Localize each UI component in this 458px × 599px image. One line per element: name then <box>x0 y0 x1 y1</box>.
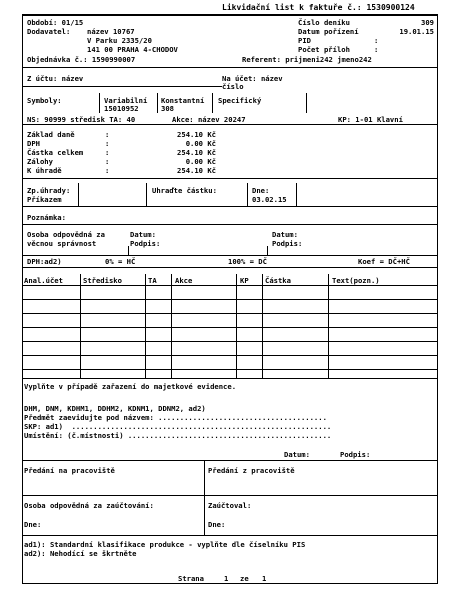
divider <box>22 178 438 179</box>
footnote-ad2: ad2): Nehodící se škrtněte <box>24 549 137 558</box>
divider <box>146 183 147 206</box>
na-ucet-cislo: číslo <box>222 82 244 91</box>
divider <box>22 369 438 370</box>
osoba-label: Osoba odpovědná za <box>27 230 105 239</box>
pocet-priloh-label: Počet příloh <box>298 45 350 54</box>
divider <box>22 327 438 328</box>
zp-uhrady: Příkazem <box>27 195 62 204</box>
divider <box>22 313 438 314</box>
divider <box>171 274 172 378</box>
amount-value: 254.10 Kč <box>177 166 216 175</box>
amount-value: 254.10 Kč <box>177 130 216 139</box>
uhradte-castku: Uhraďte částku: <box>152 186 217 195</box>
datum-label: Datum: <box>130 230 156 239</box>
address-line2: 141 00 PRAHA 4-CHODOV <box>87 45 178 54</box>
col-header: TA <box>148 276 157 285</box>
col-header: Částka <box>265 276 291 285</box>
podpis-label: Podpis: <box>130 239 161 248</box>
predmet: Předmět zaevidujte pod názvem: ....................................... <box>24 413 327 422</box>
divider <box>212 93 213 113</box>
na-ucet: Na účet: název <box>222 74 283 83</box>
divider <box>22 460 438 461</box>
divider <box>22 267 438 268</box>
obdobi: Období: 01/15 <box>27 18 84 27</box>
amount-label: Zálohy <box>27 157 53 166</box>
divider <box>22 355 438 356</box>
datum-porizeni-label: Datum pořízení <box>298 27 359 36</box>
amount-value: 0.00 Kč <box>185 139 216 148</box>
amount-colon: : <box>105 157 110 166</box>
divider <box>145 274 146 378</box>
divider <box>22 255 438 256</box>
objednavka: Objednávka č.: 1590990007 <box>27 55 136 64</box>
footer-total: 1 <box>262 574 267 583</box>
dph-label: DPH:ad2) <box>27 257 62 266</box>
divider <box>236 274 237 378</box>
podpis-label: Podpis: <box>340 450 371 459</box>
footer-page: 1 <box>224 574 229 583</box>
z-uctu: Z účtu: název <box>27 74 84 83</box>
dph-koef: Koef = DČ+HČ <box>358 257 410 266</box>
dph-100: 100% = DČ <box>228 257 267 266</box>
konstantni: 308 <box>161 104 174 113</box>
divider <box>22 285 438 286</box>
amount-colon: : <box>105 139 110 148</box>
divider <box>262 274 263 378</box>
osoba-label: věcnou správnost <box>27 239 97 248</box>
divider <box>157 93 158 113</box>
divider <box>306 93 307 113</box>
dne-value: 03.02.15 <box>252 195 287 204</box>
divider <box>22 299 438 300</box>
dodavatel: název 10767 <box>87 27 135 36</box>
divider <box>22 535 438 536</box>
footnote-ad1: ad1): Standardní klasifikace produkce - vyplňte dle číselníku PIS <box>24 540 306 549</box>
asset-types: DHM, DNM, KDHM1, DDHM2, KDNM1, DDNM2, ad2) <box>24 404 206 413</box>
cislo-deniku-label: Číslo deníku <box>298 18 350 27</box>
amount-colon: : <box>105 148 110 157</box>
predani-z: Předání z pracoviště <box>208 466 295 475</box>
divider <box>80 274 81 378</box>
variabilni-label: Variabilní <box>104 96 148 105</box>
divider <box>22 124 438 125</box>
amount-colon: : <box>105 130 110 139</box>
pid-label: PID <box>298 36 311 45</box>
cislo-deniku: 309 <box>421 18 434 27</box>
frame-top <box>22 14 438 16</box>
dne-label: Dne: <box>252 186 270 195</box>
dne-label: Dne: <box>208 520 226 529</box>
divider <box>204 460 205 535</box>
predani-na: Předání na pracoviště <box>24 466 115 475</box>
datum-label: Datum: <box>284 450 310 459</box>
konstantni-label: Konstantní <box>161 96 205 105</box>
divider <box>328 274 329 378</box>
divider <box>22 224 438 225</box>
col-header: Středisko <box>83 276 122 285</box>
frame-bottom <box>22 583 438 584</box>
zauctoval: Zaúčtoval: <box>208 501 252 510</box>
ns-line: NS: 90999 středisk TA: 40 <box>27 115 136 124</box>
pocet-priloh-colon: : <box>374 45 379 54</box>
amount-label: Částka celkem <box>27 148 84 157</box>
datum-porizeni: 19.01.15 <box>399 27 434 36</box>
divider <box>22 495 438 496</box>
zp-uhrady-label: Zp.úhrady: <box>27 186 71 195</box>
divider <box>22 378 438 379</box>
divider <box>22 67 438 68</box>
amount-colon: : <box>105 166 110 175</box>
divider <box>22 341 438 342</box>
akce: Akce: název 20247 <box>172 115 246 124</box>
dne-label: Dne: <box>24 520 42 529</box>
divider <box>247 183 248 206</box>
page-title: Likvidační list k faktuře č.: 1530900124 <box>222 3 415 12</box>
col-header: KP <box>240 276 249 285</box>
col-header: Anal.účet <box>24 276 63 285</box>
dph-0: 0% = HČ <box>105 257 136 266</box>
podpis-label: Podpis: <box>272 239 303 248</box>
skp: SKP: ad1) ............................................................ <box>24 422 332 431</box>
referent: Referent: prijmeni242 jmeno242 <box>242 55 372 64</box>
specificky-label: Specifický <box>218 96 262 105</box>
amount-label: K úhradě <box>27 166 62 175</box>
pid-colon: : <box>374 36 379 45</box>
umisteni: Umístění: (č.místnosti) ............................................... <box>24 431 332 440</box>
symboly-label: Symboly: <box>27 96 62 105</box>
divider <box>99 93 100 113</box>
variabilni: 15010952 <box>104 104 139 113</box>
amount-value: 254.10 Kč <box>177 148 216 157</box>
kp: KP: 1-01 Klavní <box>338 115 403 124</box>
divider <box>22 86 222 87</box>
amount-label: Základ daně <box>27 130 75 139</box>
divider <box>296 183 297 206</box>
address-line1: V Parku 2335/20 <box>87 36 152 45</box>
asset-note: Vyplňte v případě zařazení do majetkové evidence. <box>24 382 237 391</box>
amount-value: 0.00 Kč <box>185 157 216 166</box>
divider <box>78 183 79 206</box>
amount-label: DPH <box>27 139 40 148</box>
dodavatel-label: Dodavatel: <box>27 27 71 36</box>
footer-ze: ze <box>240 574 249 583</box>
divider <box>22 206 438 207</box>
poznamka: Poznámka: <box>27 213 66 222</box>
col-header: Text(pozn.) <box>332 276 380 285</box>
datum-label: Datum: <box>272 230 298 239</box>
col-header: Akce <box>175 276 193 285</box>
footer-strana: Strana <box>178 574 204 583</box>
osoba-zauctovani: Osoba odpovědná za zaúčtování: <box>24 501 154 510</box>
